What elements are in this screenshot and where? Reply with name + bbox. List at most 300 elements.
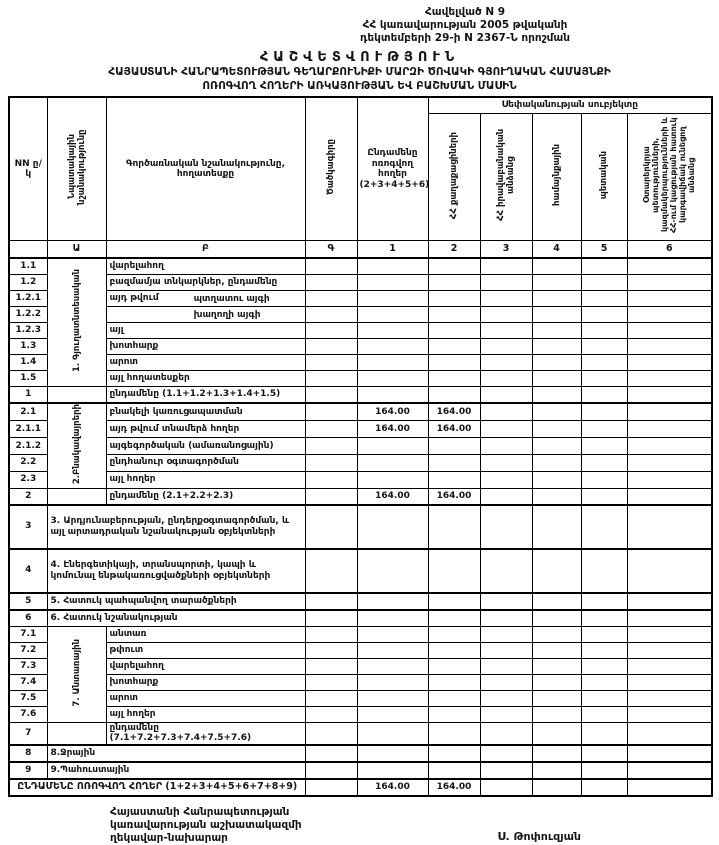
column-index-row xyxy=(9,241,712,259)
cell-value-3 xyxy=(480,505,532,549)
row-nn: 2.1 xyxy=(9,403,47,420)
col-header-code: Ծածկագիրը xyxy=(305,97,357,241)
col-header-purpose: Նպատակային նշանակությունը xyxy=(47,97,106,241)
cell-value-4 xyxy=(532,420,581,437)
table-body xyxy=(9,258,712,796)
table-row xyxy=(9,722,712,745)
row-nn: 7 xyxy=(9,722,47,745)
signatory-line1: Հայաստանի Հանրապետության xyxy=(110,805,290,818)
cell-value-2 xyxy=(428,593,480,610)
cell-value-5 xyxy=(581,690,627,706)
index-blank xyxy=(9,241,47,259)
table-row xyxy=(9,674,712,690)
row-nn: 7.3 xyxy=(9,658,47,674)
cell-value-4 xyxy=(532,706,581,722)
cell-value-4 xyxy=(532,403,581,420)
row-nn: 4 xyxy=(9,549,47,593)
cell-value-5 xyxy=(581,658,627,674)
cell-value-4 xyxy=(532,779,581,796)
row-label-text: ընդամենը (2.1+2.2+2.3) xyxy=(109,490,234,501)
cell-value-2: 164.00 xyxy=(428,779,480,796)
cell-value-3 xyxy=(480,690,532,706)
cell-value-1 xyxy=(357,323,428,339)
cell-value-1 xyxy=(357,471,428,488)
cell-value-1 xyxy=(357,762,428,779)
cell-value-2 xyxy=(428,323,480,339)
cell-value-2 xyxy=(428,454,480,471)
cell-value-4 xyxy=(532,355,581,371)
row-label xyxy=(106,420,305,437)
cell-value-1 xyxy=(357,371,428,387)
table-row xyxy=(9,420,712,437)
cell-value-2 xyxy=(428,505,480,549)
cell-value-4 xyxy=(532,371,581,387)
row-label xyxy=(106,307,305,323)
cell-value-3 xyxy=(480,762,532,779)
cell-value-6 xyxy=(627,762,712,779)
cell-value-3 xyxy=(480,291,532,307)
col-header-foreign: Օտարերկրյա պետությունների, կազմակերպությունների և ՀՀ-ում կացության հատուկ կարգավիճակ ունեցող անձանց xyxy=(627,114,712,241)
row-label xyxy=(106,275,305,291)
row-label-text: վարելահող xyxy=(109,660,164,671)
row-nn: 3 xyxy=(9,505,47,549)
cell-value-6 xyxy=(627,371,712,387)
cell-value-2: 164.00 xyxy=(428,420,480,437)
cell-value-3 xyxy=(480,626,532,642)
index-g: Գ xyxy=(305,241,357,259)
col-header-nn: NN ը/կ xyxy=(9,97,47,241)
cell-value-2 xyxy=(428,437,480,454)
row-label xyxy=(106,387,305,404)
table-row xyxy=(9,323,712,339)
row-label xyxy=(106,355,305,371)
row-nn: 1.3 xyxy=(9,339,47,355)
row-label-text: խոտհարք xyxy=(109,341,159,352)
cell-value-3 xyxy=(480,437,532,454)
row-label: 4. Էներգետիկայի, տրանսպորտի, կապի և կոմունալ ենթակառուցվածքների օբյեկտների xyxy=(47,549,305,593)
col-header-citizens: ՀՀ քաղաքացիների xyxy=(428,114,480,241)
cell-value-6 xyxy=(627,387,712,404)
cell-value-6 xyxy=(627,593,712,610)
cell-value-2 xyxy=(428,258,480,275)
table-row xyxy=(9,505,712,549)
cell-value-5 xyxy=(581,549,627,593)
row-nn: 5 xyxy=(9,593,47,610)
cell-code xyxy=(305,690,357,706)
row-label-text: բազմամյա տնկարկներ, ընդամենը xyxy=(109,277,278,288)
table-row xyxy=(9,355,712,371)
cell-value-4 xyxy=(532,626,581,642)
table-row xyxy=(9,454,712,471)
cell-value-1 xyxy=(357,674,428,690)
cell-value-1 xyxy=(357,339,428,355)
index-b: Բ xyxy=(106,241,305,259)
appendix-block xyxy=(320,6,610,45)
row-nn: 1.2.2 xyxy=(9,307,47,323)
cell-value-5 xyxy=(581,471,627,488)
cell-value-4 xyxy=(532,323,581,339)
cell-value-1 xyxy=(357,387,428,404)
cell-value-1 xyxy=(357,658,428,674)
table-row xyxy=(9,488,712,505)
table-row xyxy=(9,339,712,355)
cell-value-5 xyxy=(581,706,627,722)
cell-value-3 xyxy=(480,275,532,291)
cell-code xyxy=(305,779,357,796)
cell-value-3 xyxy=(480,403,532,420)
cell-value-6 xyxy=(627,690,712,706)
cell-value-2 xyxy=(428,762,480,779)
col-header-community: համայնքային xyxy=(532,114,581,241)
row-nn: 1.5 xyxy=(9,371,47,387)
cell-code xyxy=(305,658,357,674)
table-row xyxy=(9,387,712,404)
row-nn: 1.2 xyxy=(9,275,47,291)
row-label-text: այլ xyxy=(109,325,124,336)
cell-value-2 xyxy=(428,549,480,593)
row-label-text: խոտհարք xyxy=(109,676,159,687)
cell-value-2 xyxy=(428,307,480,323)
table-row xyxy=(9,745,712,762)
row-nn: 9 xyxy=(9,762,47,779)
cell-value-5 xyxy=(581,403,627,420)
cell-value-3 xyxy=(480,258,532,275)
row-label xyxy=(106,323,305,339)
cell-value-6 xyxy=(627,674,712,690)
index-3: 3 xyxy=(480,241,532,259)
cell-value-3 xyxy=(480,745,532,762)
table-row xyxy=(9,593,712,610)
cell-value-4 xyxy=(532,593,581,610)
cell-value-4 xyxy=(532,387,581,404)
cell-value-6 xyxy=(627,642,712,658)
row-label-text: այլ հողատեսքեր xyxy=(109,373,190,384)
cell-value-1 xyxy=(357,454,428,471)
cell-code xyxy=(305,454,357,471)
row-nn: 1 xyxy=(9,387,47,404)
cell-value-2 xyxy=(428,339,480,355)
cell-value-4 xyxy=(532,762,581,779)
signatory-line2: կառավարության աշխատակազմի xyxy=(110,818,302,831)
row-label xyxy=(106,722,305,745)
signatory-line3: ղեկավար-նախարար xyxy=(110,831,228,844)
cell-value-1 xyxy=(357,437,428,454)
table-row xyxy=(9,626,712,642)
cell-value-6 xyxy=(627,437,712,454)
cell-value-2: 164.00 xyxy=(428,488,480,505)
row-label-text: այդ թվում տնամերձ հողեր xyxy=(109,423,240,434)
row-label xyxy=(106,642,305,658)
cell-value-6 xyxy=(627,706,712,722)
cell-value-5 xyxy=(581,307,627,323)
cell-value-1: 164.00 xyxy=(357,420,428,437)
table-row xyxy=(9,706,712,722)
cell-value-4 xyxy=(532,471,581,488)
row-nn: 1.2.3 xyxy=(9,323,47,339)
index-4: 4 xyxy=(532,241,581,259)
row-nn: 8 xyxy=(9,745,47,762)
table-row xyxy=(9,258,712,275)
cell-value-6 xyxy=(627,258,712,275)
cell-value-6 xyxy=(627,355,712,371)
row-label xyxy=(106,674,305,690)
cell-value-5 xyxy=(581,488,627,505)
table-row xyxy=(9,779,712,796)
cell-code xyxy=(305,626,357,642)
cell-value-2 xyxy=(428,471,480,488)
index-2: 2 xyxy=(428,241,480,259)
cell-value-2 xyxy=(428,706,480,722)
cell-value-1 xyxy=(357,610,428,627)
signature-name: Ս. Թոփուզյան xyxy=(497,829,581,843)
row-label: 3. Արդյունաբերության, ընդերքօգտագործման, և այլ արտադրական նշանակության օբյեկտների xyxy=(47,505,305,549)
col-header-legal-entities: ՀՀ իրավաբանական անձանց xyxy=(480,114,532,241)
cell-value-1 xyxy=(357,291,428,307)
row-label-text: ընդհանուր օգտագործման xyxy=(109,457,239,468)
cell-value-3 xyxy=(480,471,532,488)
cell-value-5 xyxy=(581,339,627,355)
cell-value-5 xyxy=(581,275,627,291)
cell-value-3 xyxy=(480,549,532,593)
cell-value-2 xyxy=(428,722,480,745)
cell-value-2 xyxy=(428,690,480,706)
row-label-text: վարելահող xyxy=(109,261,164,272)
row-nn: 1.1 xyxy=(9,258,47,275)
cell-value-3 xyxy=(480,420,532,437)
cell-value-2 xyxy=(428,745,480,762)
row-nn: 7.6 xyxy=(9,706,47,722)
cell-value-1 xyxy=(357,690,428,706)
cell-code xyxy=(305,275,357,291)
cell-value-2 xyxy=(428,642,480,658)
row-nn: 6 xyxy=(9,610,47,627)
row-label-text: թփուտ xyxy=(109,644,144,655)
cell-code xyxy=(305,307,357,323)
table-row xyxy=(9,403,712,420)
cell-value-6 xyxy=(627,471,712,488)
cell-value-5 xyxy=(581,779,627,796)
cell-value-4 xyxy=(532,549,581,593)
cell-value-4 xyxy=(532,642,581,658)
row-label: 6. Հատուկ նշանակության xyxy=(47,610,305,627)
row-label: 5. Հատուկ պահպանվող տարածքների xyxy=(47,593,305,610)
cell-code xyxy=(305,403,357,420)
cell-value-5 xyxy=(581,355,627,371)
cell-value-2 xyxy=(428,674,480,690)
row-label-text: արոտ xyxy=(109,692,138,703)
cell-value-4 xyxy=(532,505,581,549)
cell-value-6 xyxy=(627,275,712,291)
cell-value-4 xyxy=(532,454,581,471)
cell-value-4 xyxy=(532,690,581,706)
cell-code xyxy=(305,471,357,488)
row-label xyxy=(106,339,305,355)
row-label-text: բնակելի կառուցապատման xyxy=(109,406,243,417)
cell-value-3 xyxy=(480,674,532,690)
col-header-state: պետական xyxy=(581,114,627,241)
cell-value-4 xyxy=(532,275,581,291)
row-label xyxy=(106,658,305,674)
ownership-subject-header: Սեփականության սուբյեկտը xyxy=(428,97,712,114)
header-row-top xyxy=(9,97,712,114)
cell-code xyxy=(305,371,357,387)
row-nn: 1.2.1 xyxy=(9,291,47,307)
cell-value-4 xyxy=(532,610,581,627)
document-header xyxy=(0,0,719,92)
table-row xyxy=(9,371,712,387)
row-label xyxy=(106,437,305,454)
cell-code xyxy=(305,437,357,454)
cell-value-2 xyxy=(428,355,480,371)
cell-value-1 xyxy=(357,355,428,371)
col-header-functional: Գործառնական նշանակությունը, հողատեսքը xyxy=(106,97,305,241)
cell-code xyxy=(305,488,357,505)
cell-value-4 xyxy=(532,658,581,674)
row-label xyxy=(106,690,305,706)
cell-value-4 xyxy=(532,488,581,505)
cell-value-5 xyxy=(581,626,627,642)
cell-value-1 xyxy=(357,307,428,323)
cell-value-6 xyxy=(627,307,712,323)
cell-code xyxy=(305,355,357,371)
row-label xyxy=(106,403,305,420)
cell-value-6 xyxy=(627,745,712,762)
cell-value-5 xyxy=(581,642,627,658)
cell-value-2 xyxy=(428,610,480,627)
row-label-text: ընդամենը (7.1+7.2+7.3+7.4+7.5+7.6) xyxy=(109,722,252,744)
cell-value-2 xyxy=(428,626,480,642)
row-label: 9.Պահուստային xyxy=(47,762,305,779)
cell-value-4 xyxy=(532,722,581,745)
cell-value-6 xyxy=(627,488,712,505)
table-row xyxy=(9,642,712,658)
cell-value-3 xyxy=(480,610,532,627)
table-row xyxy=(9,471,712,488)
cell-value-5 xyxy=(581,745,627,762)
row-label-text: այլ հողեր xyxy=(109,708,156,719)
cell-value-6 xyxy=(627,779,712,796)
row-nn: 2.3 xyxy=(9,471,47,488)
cell-value-5 xyxy=(581,762,627,779)
cell-value-6 xyxy=(627,403,712,420)
cell-value-5 xyxy=(581,593,627,610)
index-6: 6 xyxy=(627,241,712,259)
section-label-text: 7. Անտառային xyxy=(71,638,82,707)
page-subtitle-line2: ՈՌՈԳՎՈՂ ՀՈՂԵՐԻ ԱՌԿԱՅՈՒԹՅԱՆ ԵՎ ԲԱՇԽՄԱՆ ՄԱՍԻՆ xyxy=(202,79,517,92)
row-label xyxy=(106,291,305,307)
col-header-total: Ընդամենը ոռոգվող հողեր (2+3+4+5+6) xyxy=(357,97,428,241)
cell-code xyxy=(305,610,357,627)
row-label xyxy=(106,371,305,387)
row-nn: 7.1 xyxy=(9,626,47,642)
cell-value-2 xyxy=(428,371,480,387)
government-decree-line2: դեկտեմբերի 29-ի N 2367-Ն որոշման xyxy=(359,32,571,44)
cell-value-6 xyxy=(627,339,712,355)
cell-code xyxy=(305,642,357,658)
cell-code xyxy=(305,722,357,745)
cell-value-1 xyxy=(357,626,428,642)
cell-value-6 xyxy=(627,722,712,745)
row-label-text: այդ թվում xyxy=(109,293,159,304)
cell-value-4 xyxy=(532,307,581,323)
signatory-title xyxy=(110,806,302,845)
cell-value-2 xyxy=(428,275,480,291)
row-label xyxy=(106,258,305,275)
cell-value-1: 164.00 xyxy=(357,488,428,505)
cell-value-1: 164.00 xyxy=(357,779,428,796)
table-row xyxy=(9,690,712,706)
table-row xyxy=(9,291,712,307)
cell-value-1 xyxy=(357,275,428,291)
row-label: 8.Ջրային xyxy=(47,745,305,762)
row-label xyxy=(106,471,305,488)
row-purpose-empty xyxy=(47,488,106,505)
table-header xyxy=(9,97,712,258)
cell-value-6 xyxy=(627,626,712,642)
cell-code xyxy=(305,706,357,722)
row-nn: 2 xyxy=(9,488,47,505)
row-nn: 1.4 xyxy=(9,355,47,371)
cell-value-1 xyxy=(357,706,428,722)
cell-value-3 xyxy=(480,658,532,674)
cell-value-5 xyxy=(581,371,627,387)
table-row xyxy=(9,437,712,454)
cell-value-3 xyxy=(480,706,532,722)
cell-value-1 xyxy=(357,258,428,275)
cell-value-5 xyxy=(581,505,627,549)
cell-value-1 xyxy=(357,722,428,745)
cell-value-5 xyxy=(581,610,627,627)
cell-code xyxy=(305,593,357,610)
row-nn: 2.2 xyxy=(9,454,47,471)
cell-value-3 xyxy=(480,387,532,404)
cell-value-6 xyxy=(627,454,712,471)
row-purpose-empty xyxy=(47,387,106,404)
appendix-number: Հավելված N 9 xyxy=(424,6,506,18)
cell-value-3 xyxy=(480,722,532,745)
cell-value-4 xyxy=(532,437,581,454)
cell-value-4 xyxy=(532,674,581,690)
row-label xyxy=(106,454,305,471)
index-1: 1 xyxy=(357,241,428,259)
cell-value-2 xyxy=(428,387,480,404)
cell-value-6 xyxy=(627,549,712,593)
table-row xyxy=(9,307,712,323)
cell-value-5 xyxy=(581,674,627,690)
page-title: ՀԱՇՎԵՏՎՈՒԹՅՈՒՆ xyxy=(259,50,460,65)
table-row xyxy=(9,275,712,291)
row-label xyxy=(106,706,305,722)
section-label-text: 2.Բնակավայրերի xyxy=(71,404,82,485)
cell-code xyxy=(305,762,357,779)
cell-value-6 xyxy=(627,610,712,627)
table-row xyxy=(9,658,712,674)
cell-code xyxy=(305,387,357,404)
section-label xyxy=(47,403,106,488)
cell-value-3 xyxy=(480,339,532,355)
cell-value-5 xyxy=(581,258,627,275)
cell-value-6 xyxy=(627,323,712,339)
cell-value-5 xyxy=(581,387,627,404)
section-label xyxy=(47,258,106,387)
cell-value-3 xyxy=(480,779,532,796)
cell-value-3 xyxy=(480,593,532,610)
irrigated-lands-table xyxy=(8,96,713,797)
table-row xyxy=(9,549,712,593)
cell-value-4 xyxy=(532,745,581,762)
row-label-secondary: խաղողի այգի xyxy=(193,309,261,320)
cell-value-1 xyxy=(357,745,428,762)
